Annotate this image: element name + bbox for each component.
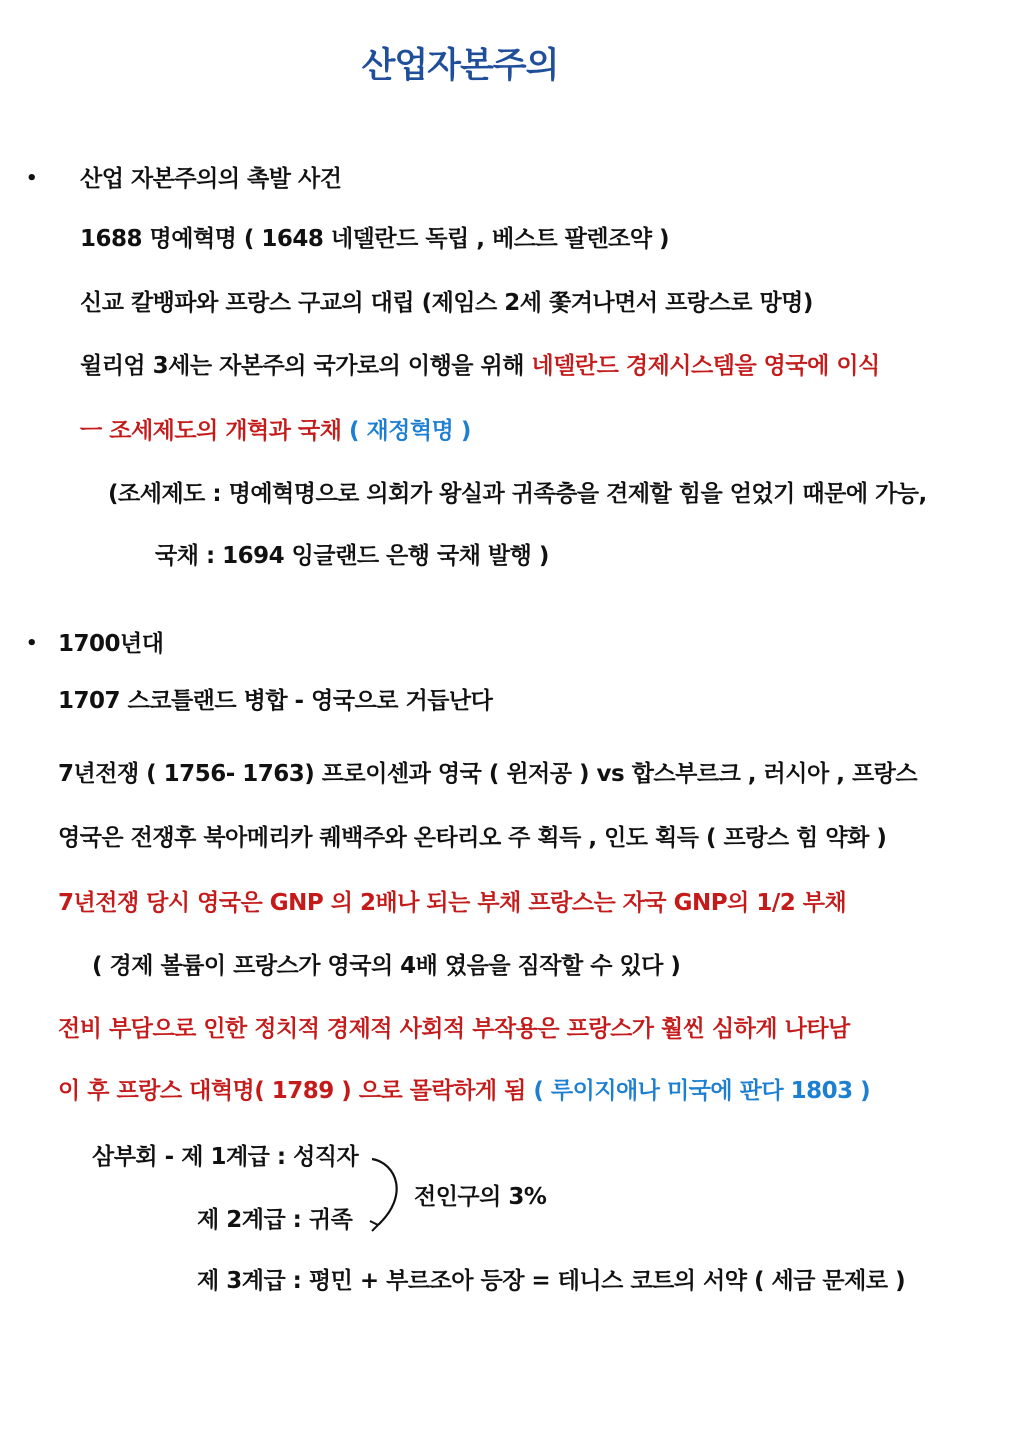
section-2-line-1: 1707 스코틀랜드 병합 - 영국으로 거듭난다 [58,688,493,714]
section-1-line-3-text: 윌리엄 3세는 자본주의 국가로의 이행을 위해 [80,353,532,379]
section-1-line-1: 1688 명예혁명 ( 1648 네델란드 독립 , 베스트 팔렌조약 ) [80,226,670,252]
section-1-line-3-highlight: 네델란드 경제시스템을 영국에 이식 [531,353,880,379]
section-2-line-7 [58,1080,870,1103]
section-2-line-2: 7년전쟁 ( 1756- 1763) 프로이센과 영국 ( 윈저공 ) vs 합스부르크 , 러시아 , 프랑스 [58,761,918,787]
section-1-line-5: (조세제도 : 명예혁명으로 의회가 왕실과 귀족층을 견제할 힘을 얻었기 때문에 가능, [108,481,927,507]
section-1-line-6: 국채 : 1694 잉글랜드 은행 국채 발행 ) [155,543,549,569]
section-1-line-4 [80,420,471,443]
page-title: 산업자본주의 [361,46,559,86]
estate-note: 전인구의 3% [414,1184,547,1210]
bullet-section-2: • [26,633,38,654]
section-2-heading: 1700년대 [58,631,164,657]
estate-first: 삼부회 - 제 1계급 : 성직자 [92,1144,359,1170]
section-2-line-7-highlight: ( 루이지애나 미국에 판다 1803 ) [533,1078,871,1104]
section-1-line-2: 신교 칼뱅파와 프랑스 구교의 대립 (제임스 2세 쫓겨나면서 프랑스로 망명) [80,290,813,316]
section-2-line-6: 전비 부담으로 인한 정치적 경제적 사회적 부작용은 프랑스가 훨씬 심하게 나타남 [58,1016,850,1042]
section-2-line-4: 7년전쟁 당시 영국은 GNP 의 2배나 되는 부채 프랑스는 자국 GNP의 1/2 부채 [58,890,847,916]
section-1-line-3 [80,355,880,378]
section-1-line-4-text: ㅡ 조세제도의 개혁과 국채 [80,418,349,444]
section-2-line-3: 영국은 전쟁후 북아메리카 퀘백주와 온타리오 주 획득 , 인도 획득 ( 프랑스 힘 약화 ) [58,825,887,851]
section-2-line-5: ( 경제 볼륨이 프랑스가 영국의 4배 였음을 짐작할 수 있다 ) [92,953,681,979]
bullet-section-1: • [26,168,38,189]
section-1-line-4-highlight: ( 재정혁명 ) [348,418,471,444]
estate-second: 제 2계급 : 귀족 [197,1207,353,1233]
section-1-heading: 산업 자본주의의 촉발 사건 [80,166,342,192]
section-2-line-7-text: 이 후 프랑스 대혁명( 1789 ) 으로 몰락하게 됨 [58,1078,534,1104]
bracket-curve-icon [362,1155,406,1233]
estate-third: 제 3계급 : 평민 + 부르조아 등장 = 테니스 코트의 서약 ( 세금 문제로 ) [197,1268,906,1294]
